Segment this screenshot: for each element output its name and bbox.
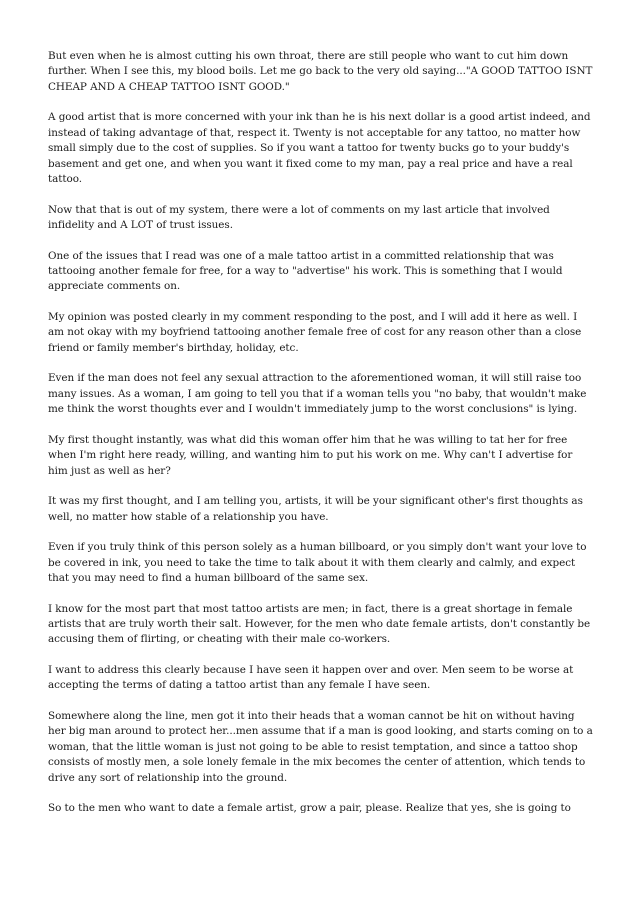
- paragraph: I want to address this clearly because I have seen it happen over and over. Men seem to be worse at accepting the terms of dating a tattoo artist than any female I have seen.: [48, 664, 574, 692]
- paragraph: A good artist that is more concerned with your ink than he is his next dollar is a good artist indeed, and instead of taking advantage of that, respect it. Twenty is not acceptable for any tattoo, no matter how small simply due to the cost of supplies. So if you want a tattoo for twenty bucks go to your buddy's basement and get one, and when you want it fixed come to my man, pay a real price and have a real tattoo.: [48, 111, 591, 186]
- paragraph: It was my first thought, and I am telling you, artists, it will be your significant other's first thoughts as well, no matter how stable of a relationship you have.: [48, 495, 583, 523]
- paragraph: My opinion was posted clearly in my comment responding to the post, and I will add it here as well. I am not okay with my boyfriend tattooing another female free of cost for any reason other than a close friend or family member's birthday, holiday, etc.: [48, 311, 582, 354]
- paragraph: But even when he is almost cutting his own throat, there are still people who want to cut him down further. When I see this, my blood boils. Let me go back to the very old saying..."A GOOD TATTOO ISNT CHEAP AND A CHEAP TATTOO ISNT GOOD.": [48, 50, 593, 93]
- paragraph: Now that that is out of my system, there were a lot of comments on my last article that involved infidelity and A LOT of trust issues.: [48, 203, 550, 232]
- paragraph: I know for the most part that most tattoo artists are men; in fact, there is a great shortage in female artists that are truly worth their salt. However, for the men who date female artists, don't constantly be accusing them of flirting, or cheating with their male co-workers.: [48, 602, 591, 646]
- paragraph: One of the issues that I read was one of a male tattoo artist in a committed relationship that was tattooing another female for free, for a way to "advertise" his work. This is something that I would appreciate comments on.: [48, 249, 563, 293]
- paragraph: Somewhere along the line, men got it into their heads that a woman cannot be hit on without having her big man around to protect her...men assume that if a man is good looking, and starts coming on to a woman, that the little woman is just not going to be able to resist temptation, and since a tattoo shop consists of mostly men, a sole lonely female in the mix becomes the center of attention, which tends to drive any sort of relationship into the ground.: [48, 710, 593, 784]
- paragraph: Even if you truly think of this person solely as a human billboard, or you simply don't want your love to be covered in ink, you need to take the time to talk about it with them clearly and calmly, and expect that you may need to find a human billboard of the same sex.: [48, 541, 587, 585]
- paragraph: My first thought instantly, was what did this woman offer him that he was willing to tat her for free when I'm right here ready, willing, and wanting him to put his work on me. Why can't I advertise for him just as well as her?: [48, 433, 573, 477]
- paragraph: So to the men who want to date a female artist, grow a pair, please. Realize that yes, she is going to: [48, 802, 571, 815]
- paragraph: Even if the man does not feel any sexual attraction to the aforementioned woman, it will still raise too many issues. As a woman, I am going to tell you that if a woman tells you "no baby, that wouldn't make me think the worst thoughts ever and I wouldn't immediately jump to the worst conclusions" is lying.: [48, 372, 587, 416]
